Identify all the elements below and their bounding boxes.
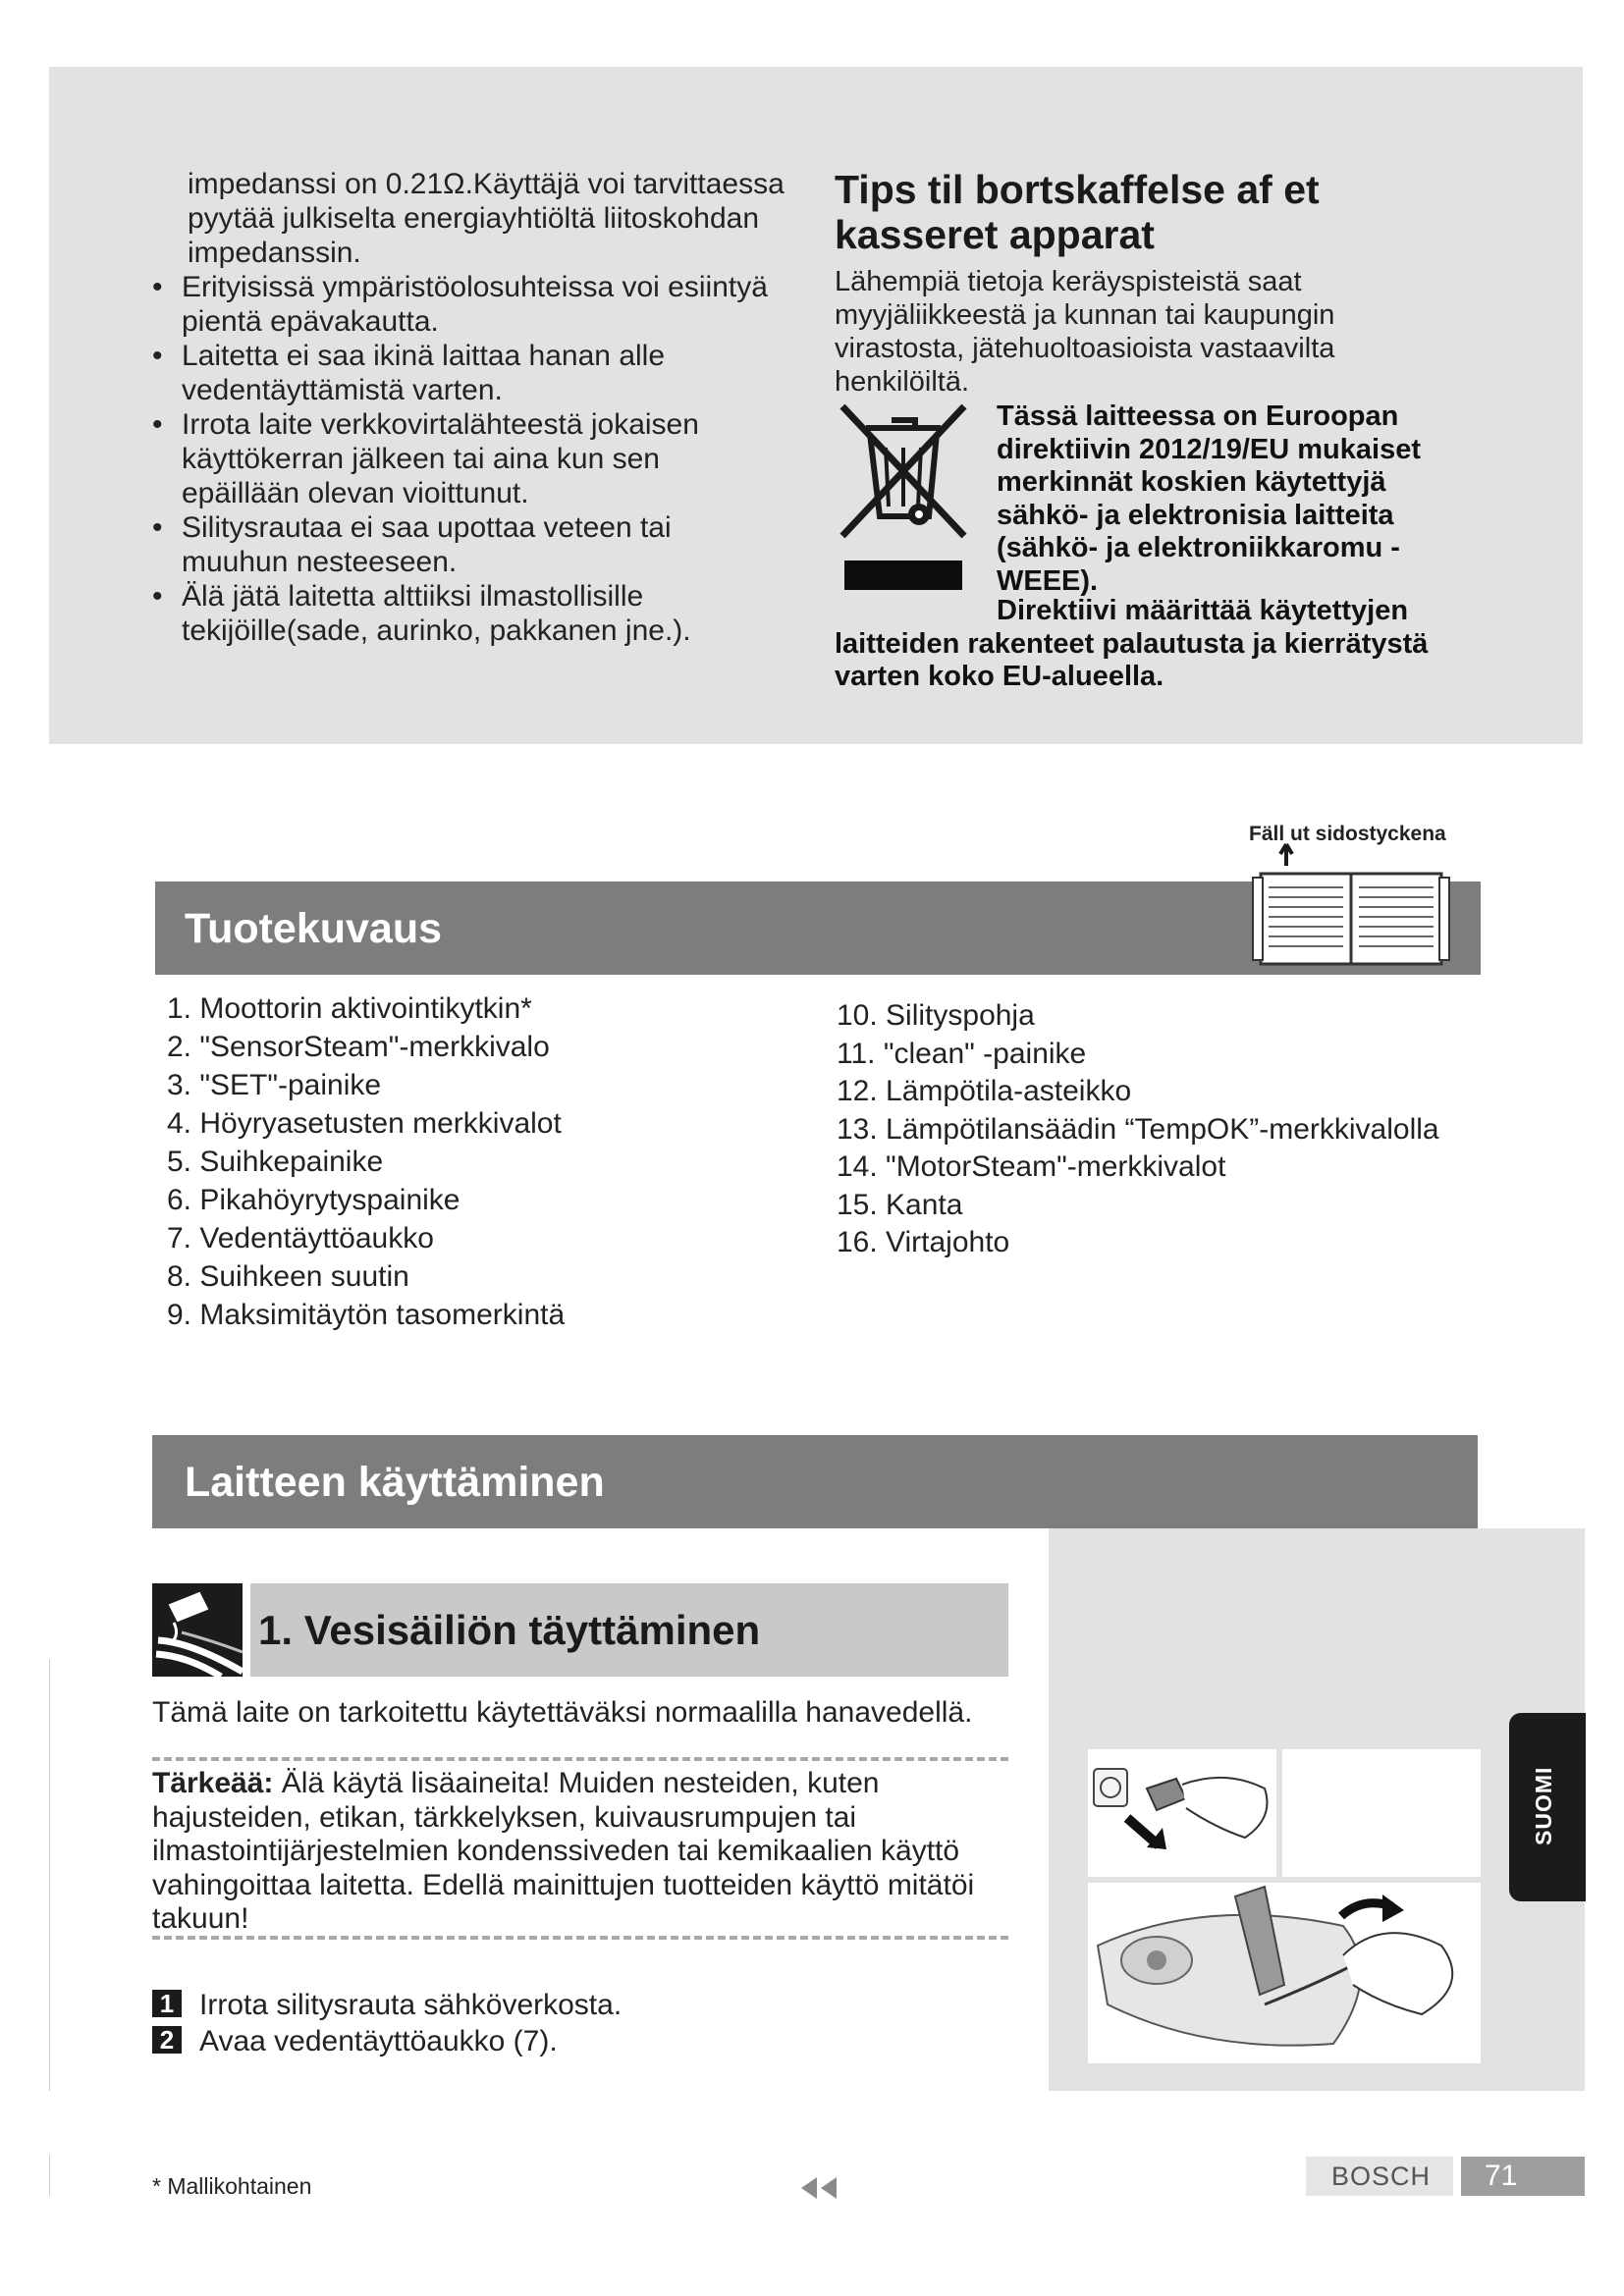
step-header [250,1583,1008,1677]
safety-bullet: • Silitysrautaa ei saa upottaa veteen tai muuhun nesteeseen. [152,511,672,578]
list-item: 1. Moottorin aktivointikytkin* [167,992,532,1025]
weee-directive-continuation: Direktiivi määrittää käytettyjen laitteiden rakenteet palautusta ja kierrätystä varten koko EU-alueella. [835,595,1429,692]
margin-rule [49,1659,50,2091]
safety-bullet: • Laitetta ei saa ikinä laittaa hanan alle vedentäyttämistä varten. [152,340,666,406]
safety-bullet: • Erityisissä ympäristöolosuhteissa voi esiintyä pientä epävakautta. [152,271,768,338]
list-item: 13. Lämpötilansäädin “TempOK”-merkkivalolla [837,1112,1439,1146]
step-number-badge: 1 [152,1990,182,2017]
list-item: 12. Lämpötila-asteikko [837,1075,1132,1107]
list-item: 14. "MotorSteam"-merkkivalot [837,1150,1226,1183]
safety-notes-column [152,167,810,648]
disposal-body: Lähempiä tietoja keräyspisteistä saat myyjäliikkeestä ja kunnan tai kaupungin virastosta, jätehuoltoasioista vastaavilta henkilöiltä. [835,266,1335,398]
list-item: 11. "clean" -painike [837,1037,1087,1070]
list-item: 3. "SET"-painike [167,1069,382,1101]
safety-bullet: • Älä jätä laitetta alttiiksi ilmastollisille tekijöille(sade, aurinko, pakkanen jne.). [152,580,691,647]
list-item: 5. Suihkepainike [167,1146,384,1178]
previous-page-icon[interactable] [797,2175,842,2201]
important-note: Tärkeää: Älä käytä lisäaineita! Muiden nesteiden, kuten hajusteiden, etikan, tärkkelyksen, kuivausrumpujen tai ilmastointijärjestelmien kondenssiveden tai kemikaalien käyttö vahingoittaa laitetta. Edellä mainittujen tuotteiden käyttö mitätöi takuun! [152,1767,975,1935]
list-item: 8. Suihkeen suutin [167,1260,409,1293]
usage-title: Laitteen käyttäminen [185,1459,605,1506]
list-item: 16. Virtajohto [837,1226,1010,1258]
language-tab: SUOMI [1509,1713,1586,1901]
product-parts-list-left [167,989,565,1334]
important-label: Tärkeää: [152,1767,274,1799]
list-item: 15. Kanta [837,1188,963,1221]
instruction-step: 1 Irrota silitysrauta sähköverkosta. [152,1989,622,2022]
weee-crossed-bin-icon [835,399,972,595]
disposal-title: Tips til bortskaffelse af et kasseret apparat [835,167,1320,257]
weee-directive-text: Tässä laitteessa on Euroopan direktiivin 2012/19/EU mukaiset merkinnät koskien käytettyjä sähkö- ja elektronisia laitteita (sähkö- ja elektroniikkaromu - WEEE). [997,400,1421,597]
dashed-divider [152,1757,1008,1761]
list-item: 4. Höyryasetusten merkkivalot [167,1107,562,1140]
disposal-column [835,167,1512,693]
list-item: 9. Maksimitäytön tasomerkintä [167,1299,566,1331]
safety-bullet: • Irrota laite verkkovirtalähteestä jokaisen käyttökerran jälkeen tai aina kun sen epäillään olevan vioittunut. [152,408,699,509]
page-number: 71 [1461,2157,1585,2196]
product-parts-list-right [837,997,1439,1262]
brand-label: BOSCH [1306,2157,1453,2196]
impedance-note: impedanssi on 0.21Ω.Käyttäjä voi tarvittaessa pyytää julkiselta energiayhtiöltä liitoskohdan impedanssin. [188,168,785,269]
weee-notice [835,399,1512,693]
footnote: * Mallikohtainen [152,2173,312,2199]
list-item: 7. Vedentäyttöaukko [167,1222,434,1255]
list-item: 10. Silityspohja [837,999,1035,1032]
unplug-and-open-lid-illustration [1088,1749,1481,2063]
usage-header [152,1435,1478,1528]
product-description-title: Tuotekuvaus [185,905,443,952]
list-item: 2. "SensorSteam"-merkkivalo [167,1031,550,1063]
water-fill-icon [152,1583,243,1677]
instruction-step: 2 Avaa vedentäyttöaukko (7). [152,2025,558,2058]
margin-rule [49,2155,50,2196]
safety-bullet-list [152,270,810,648]
step-number-badge: 2 [152,2026,182,2054]
step-title: 1. Vesisäiliön täyttäminen [258,1607,761,1653]
list-item: 6. Pikahöyrytyspainike [167,1184,460,1216]
foldout-label: Fäll ut sidostyckena [1249,823,1446,845]
intro-text: Tämä laite on tarkoitettu käytettäväksi normaalilla hanavedellä. [152,1696,973,1729]
foldout-booklet-icon [1245,840,1451,968]
dashed-divider [152,1936,1008,1940]
